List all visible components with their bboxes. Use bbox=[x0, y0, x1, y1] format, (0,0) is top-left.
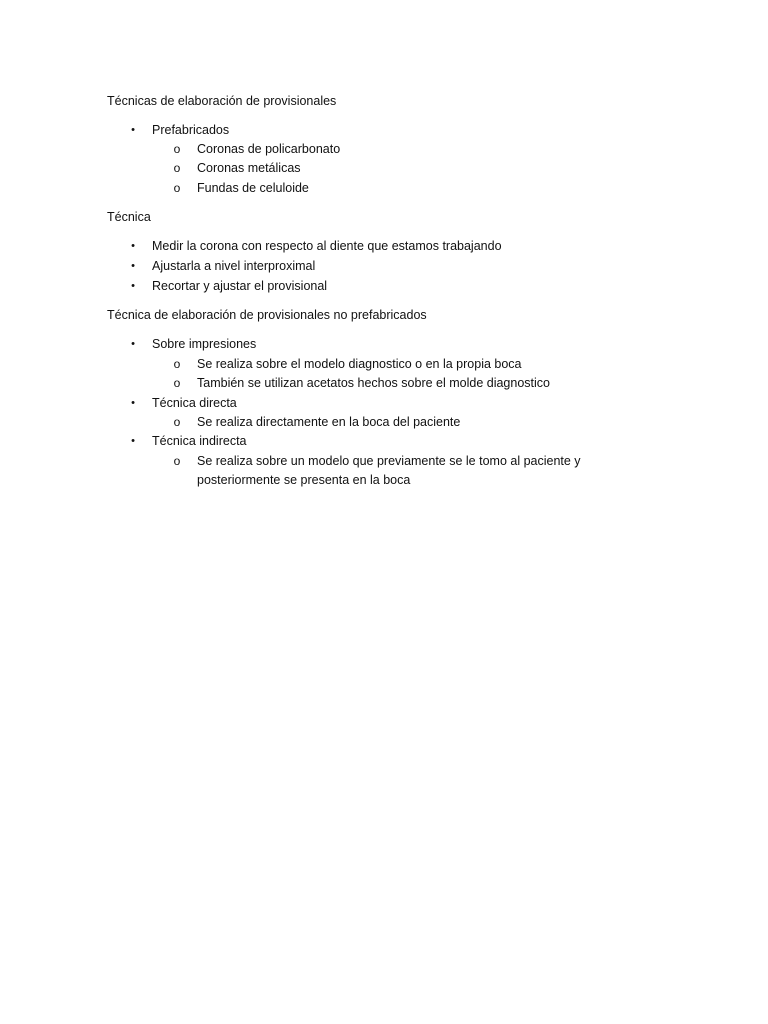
sub-list-item bbox=[0, 139, 768, 159]
sub-list-item-text: Coronas de policarbonato bbox=[197, 142, 341, 156]
bullet-icon: • bbox=[131, 435, 135, 447]
sub-bullet-icon: o bbox=[173, 181, 181, 195]
bullet-icon: • bbox=[131, 338, 135, 350]
sub-list-item bbox=[0, 451, 768, 471]
sub-list-item-text: Coronas metálicas bbox=[197, 161, 301, 175]
sub-list-item bbox=[0, 412, 768, 432]
sub-bullet-icon: o bbox=[173, 376, 181, 390]
list-item-text: Prefabricados bbox=[152, 123, 230, 137]
list-item bbox=[0, 120, 768, 140]
sub-list-item-text: posteriormente se presenta en la boca bbox=[197, 473, 411, 487]
sub-bullet-icon: o bbox=[173, 415, 181, 429]
sub-list-item-text: Se realiza sobre un modelo que previamente se le tomo al paciente y bbox=[197, 454, 581, 468]
bullet-icon: • bbox=[131, 240, 135, 252]
list-item bbox=[0, 431, 768, 451]
sub-list-item bbox=[0, 158, 768, 178]
sub-list-item bbox=[0, 354, 768, 374]
sub-list-item-text: Se realiza sobre el modelo diagnostico o en la propia boca bbox=[197, 357, 522, 371]
section-heading: Técnicas de elaboración de provisionales bbox=[107, 94, 337, 108]
list-item-text: Técnica indirecta bbox=[152, 434, 247, 448]
list-item-text: Sobre impresiones bbox=[152, 337, 257, 351]
sub-list-item-text: Se realiza directamente en la boca del paciente bbox=[197, 415, 461, 429]
section-heading: Técnica de elaboración de provisionales no prefabricados bbox=[107, 308, 427, 322]
list-item bbox=[0, 256, 768, 276]
list-item bbox=[0, 276, 768, 296]
bullet-icon: • bbox=[131, 397, 135, 409]
bullet-icon: • bbox=[131, 280, 135, 292]
list-item bbox=[0, 393, 768, 413]
list-item-text: Recortar y ajustar el provisional bbox=[152, 279, 328, 293]
sub-bullet-icon: o bbox=[173, 161, 181, 175]
sub-bullet-icon: o bbox=[173, 142, 181, 156]
bullet-icon: • bbox=[131, 260, 135, 272]
bullet-icon: • bbox=[131, 124, 135, 136]
sub-list-item-text: También se utilizan acetatos hechos sobre el molde diagnostico bbox=[197, 376, 550, 390]
section-heading: Técnica bbox=[107, 210, 151, 224]
sub-list-item bbox=[0, 178, 768, 198]
sub-list-item-continuation bbox=[0, 470, 768, 490]
sub-list-item-text: Fundas de celuloide bbox=[197, 181, 309, 195]
list-item-text: Ajustarla a nivel interproximal bbox=[152, 259, 316, 273]
list-item-text: Medir la corona con respecto al diente que estamos trabajando bbox=[152, 239, 502, 253]
sub-list-item bbox=[0, 373, 768, 393]
list-item-text: Técnica directa bbox=[152, 396, 237, 410]
list-item bbox=[0, 334, 768, 354]
sub-bullet-icon: o bbox=[173, 454, 181, 468]
sub-bullet-icon: o bbox=[173, 357, 181, 371]
list-item bbox=[0, 236, 768, 256]
